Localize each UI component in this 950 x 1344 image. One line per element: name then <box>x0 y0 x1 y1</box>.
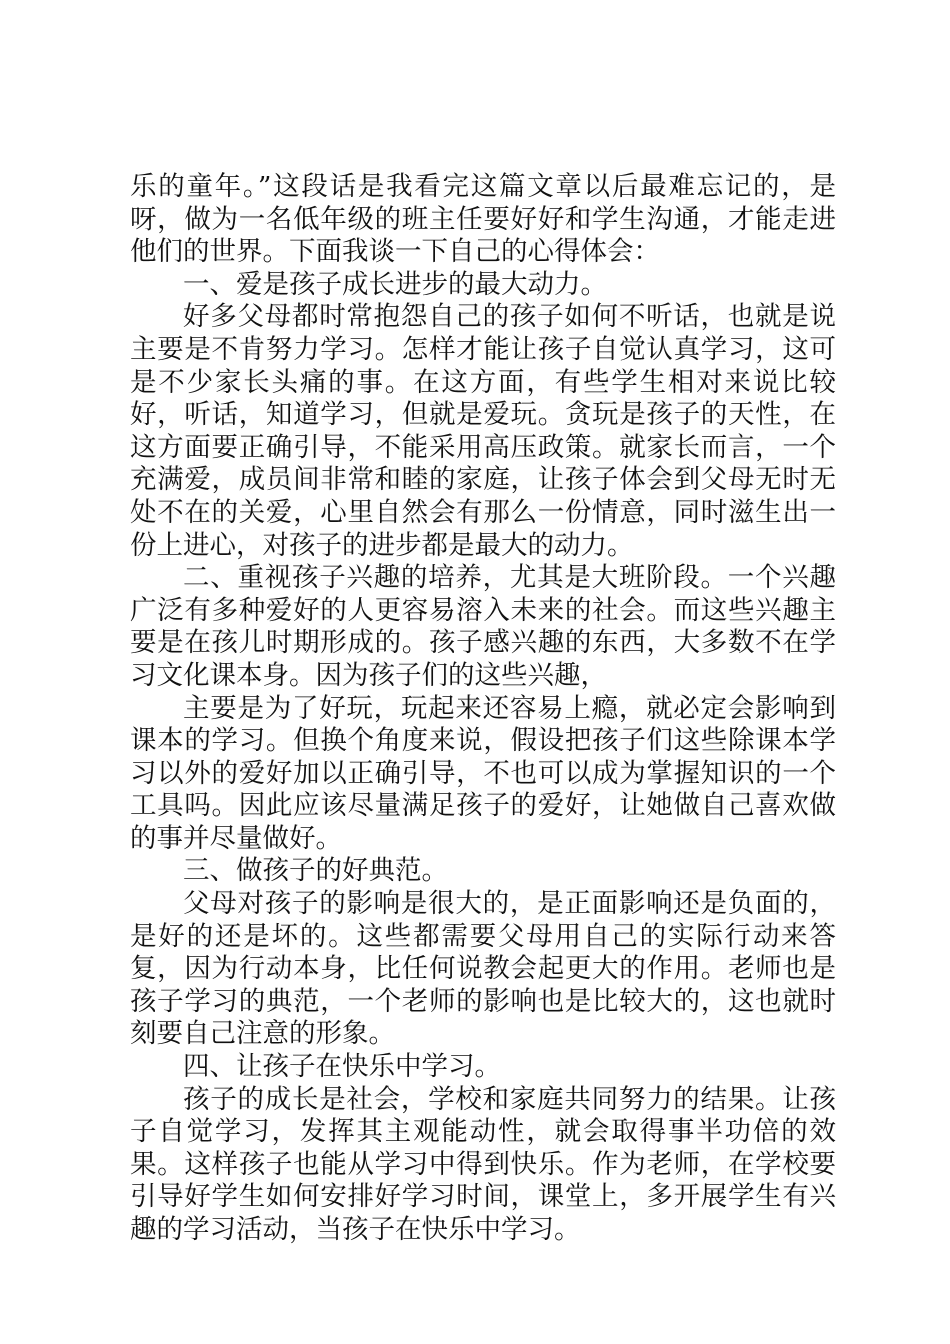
paragraph-intro: 乐的童年。”这段话是我看完这篇文章以后最难忘记的，是呀，做为一名低年级的班主任要好好和学生沟通，才能走进他们的世界。下面我谈一下自己的心得体会： <box>130 171 836 268</box>
paragraph-love-motivation: 好多父母都时常抱怨自己的孩子如何不听话，也就是说主要是不肯努力学习。怎样才能让孩子自觉认真学习，这可是不少家长头痛的事。在这方面，有些学生相对来说比较好，听话，知道学习，但就是爱玩。贪玩是孩子的天性，在这方面要正确引导，不能采用高压政策。就家长而言，一个充满爱，成员间非常和睦的家庭，让孩子体会到父母无时无处不在的关爱，心里自然会有那么一份情意，同时滋生出一份上进心，对孩子的进步都是最大的动力。 <box>130 301 836 561</box>
paragraph-role-model: 父母对孩子的影响是很大的，是正面影响还是负面的，是好的还是坏的。这些都需要父母用自己的实际行动来答复，因为行动本身，比任何说教会起更大的作用。老师也是孩子学习的典范，一个老师的影响也是比较大的，这也就时刻要自己注意的形象。 <box>130 888 836 1050</box>
paragraph-interest-cultivation: 二、重视孩子兴趣的培养，尤其是大班阶段。一个兴趣广泛有多种爱好的人更容易溶入未来的社会。而这些兴趣主要是在孩儿时期形成的。孩子感兴趣的东西，大多数不在学习文化课本身。因为孩子们的这些兴趣， <box>130 562 836 691</box>
heading-role-model: 三、做孩子的好典范。 <box>183 855 448 887</box>
document-body <box>130 171 836 1247</box>
paragraph-interest-guidance: 主要是为了好玩，玩起来还容易上瘾，就必定会影响到课本的学习。但换个角度来说，假设把孩子们这些除课本学习以外的爱好加以正确引导，不也可以成为掌握知识的一个工具吗。因此应该尽量满足孩子的爱好，让她做自己喜欢做的事并尽量做好。 <box>130 692 836 854</box>
heading-happy-learning: 四、让孩子在快乐中学习。 <box>183 1051 501 1083</box>
heading-love-motivation: 一、爱是孩子成长进步的最大动力。 <box>183 268 607 300</box>
paragraph-happy-learning: 孩子的成长是社会，学校和家庭共同努力的结果。让孩子自觉学习，发挥其主观能动性，就会取得事半功倍的效果。这样孩子也能从学习中得到快乐。作为老师，在学校要引导好学生如何安排好学习时间，课堂上，多开展学生有兴趣的学习活动，当孩子在快乐中学习。 <box>130 1083 836 1245</box>
